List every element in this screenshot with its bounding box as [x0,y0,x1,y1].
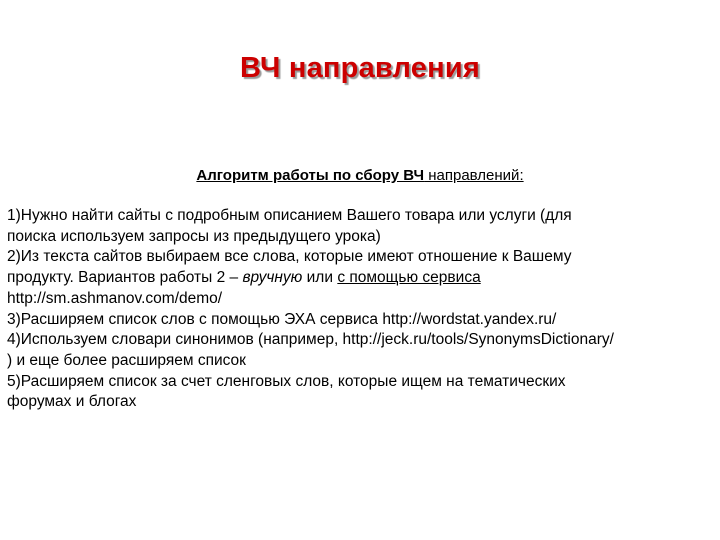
subtitle-rest: направлений: [424,167,524,184]
step-line: 5)Расширяем список за счет сленговых слов, которые ищем на тематических [7,372,566,390]
slide-title: ВЧ направления [240,52,480,84]
step-line: форумах и блогах [7,393,137,411]
algorithm-steps [7,206,715,413]
step-line: http://sm.ashmanov.com/demo/ [7,289,223,307]
step-line: ) и еще более расширяем список [7,351,246,369]
step-text: продукту. Вариантов работы 2 – [7,269,243,287]
step-line [7,268,715,289]
step-line: 4)Используем словари синонимов (например, http://jeck.ru/tools/SynonymsDictionary/ [7,331,614,349]
service-link[interactable]: с помощью сервиса [337,269,481,287]
subtitle-bold: Алгоритм работы по сбору ВЧ [196,167,425,184]
step-text: или [302,269,338,287]
step-line: 1)Нужно найти сайты с подробным описанием Вашего товара или услуги (для [7,207,572,224]
step-line: 2)Из текста сайтов выбираем все слова, которые имеют отношение к Вашему [7,248,572,266]
step-line: поиска используем запросы из предыдущего урока) [7,227,381,245]
manual-emphasis: вручную [242,269,303,287]
step-line: 3)Расширяем список слов с помощью ЭХА сервиса http://wordstat.yandex.ru/ [7,310,557,328]
slide-subtitle [0,167,720,184]
